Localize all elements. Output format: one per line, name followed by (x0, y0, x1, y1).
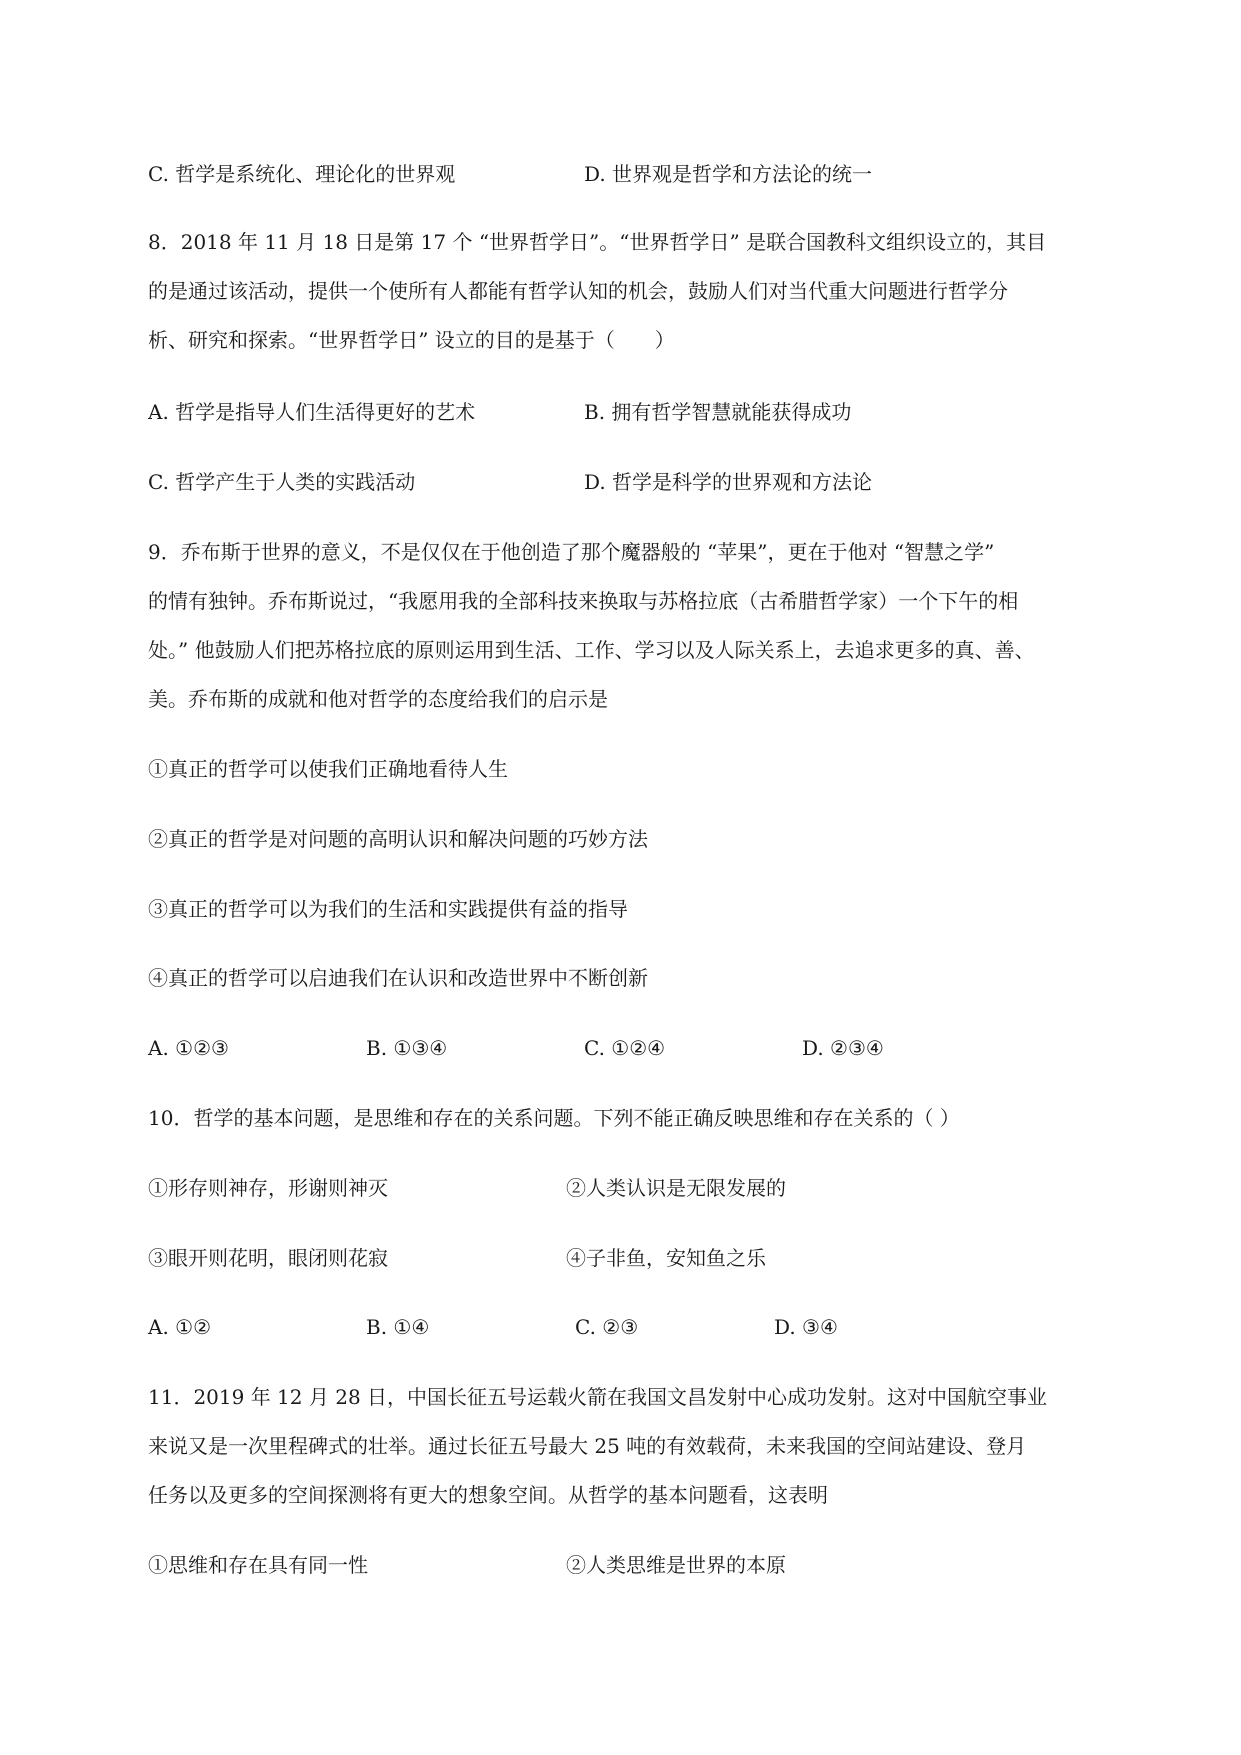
q9-option-d: D. ②③④ (802, 1036, 884, 1060)
q10-option-a: A. ①② (148, 1315, 212, 1339)
q11-item-2: ②人类思维是世界的本原 (566, 1553, 786, 1577)
q11-stem-line-3: 任务以及更多的空间探测将有更大的想象空间。从哲学的基本问题看，这表明 (148, 1483, 828, 1507)
q8-option-d: D. 哲学是科学的世界观和方法论 (584, 470, 873, 494)
q9-stem-line-4: 美。乔布斯的成就和他对哲学的态度给我们的启示是 (148, 687, 608, 711)
q9-stem-line-3: 处。” 他鼓励人们把苏格拉底的原则运用到生活、工作、学习以及人际关系上，去追求更多的真、善、 (148, 638, 1035, 662)
q10-stem-line-1: 10．哲学的基本问题，是思维和存在的关系问题。下列不能正确反映思维和存在关系的（ ） (148, 1106, 960, 1130)
q7-option-c: C. 哲学是系统化、理论化的世界观 (148, 162, 456, 186)
q9-option-c: C. ①②④ (584, 1036, 666, 1060)
q8-option-b: B. 拥有哲学智慧就能获得成功 (584, 400, 852, 424)
q11-stem-line-1: 11．2019 年 12 月 28 日，中国长征五号运载火箭在我国文昌发射中心成功发射。这对中国航空事业 (148, 1385, 1048, 1409)
q10-item-4: ④子非鱼，安知鱼之乐 (566, 1246, 766, 1270)
q10-option-c: C. ②③ (575, 1315, 639, 1339)
q8-option-c: C. 哲学产生于人类的实践活动 (148, 470, 416, 494)
q10-item-2: ②人类认识是无限发展的 (566, 1176, 786, 1200)
q9-item-2: ②真正的哲学是对问题的高明认识和解决问题的巧妙方法 (148, 827, 648, 851)
q8-option-a: A. 哲学是指导人们生活得更好的艺术 (148, 400, 476, 424)
q9-item-3: ③真正的哲学可以为我们的生活和实践提供有益的指导 (148, 897, 628, 921)
q8-stem-line-1: 8．2018 年 11 月 18 日是第 17 个 “世界哲学日”。“世界哲学日” 是联合国教科文组织设立的，其目 (148, 230, 1047, 254)
q8-stem-line-2: 的是通过该活动，提供一个使所有人都能有哲学认知的机会，鼓励人们对当代重大问题进行哲学分 (148, 279, 1008, 303)
q8-stem-line-3: 析、研究和探索。“世界哲学日” 设立的目的是基于（ ） (148, 328, 675, 352)
q9-item-1: ①真正的哲学可以使我们正确地看待人生 (148, 757, 508, 781)
q10-option-d: D. ③④ (774, 1315, 838, 1339)
q9-item-4: ④真正的哲学可以启迪我们在认识和改造世界中不断创新 (148, 966, 648, 990)
q11-stem-line-2: 来说又是一次里程碑式的壮举。通过长征五号最大 25 吨的有效载荷，未来我国的空间站建设、登月 (148, 1434, 1027, 1458)
q9-option-b: B. ①③④ (366, 1036, 448, 1060)
q10-item-1: ①形存则神存，形谢则神灭 (148, 1176, 388, 1200)
q11-item-1: ①思维和存在具有同一性 (148, 1553, 368, 1577)
q9-stem-line-1: 9．乔布斯于世界的意义，不是仅仅在于他创造了那个魔器般的 “苹果”，更在于他对 “智慧之学” (148, 540, 995, 564)
q9-stem-line-2: 的情有独钟。乔布斯说过，“我愿用我的全部科技来换取与苏格拉底（古希腊哲学家）一个下午的相 (148, 589, 1019, 613)
q10-option-b: B. ①④ (366, 1315, 430, 1339)
q9-option-a: A. ①②③ (148, 1036, 229, 1060)
q7-option-d: D. 世界观是哲学和方法论的统一 (584, 162, 873, 186)
q10-item-3: ③眼开则花明，眼闭则花寂 (148, 1246, 388, 1270)
